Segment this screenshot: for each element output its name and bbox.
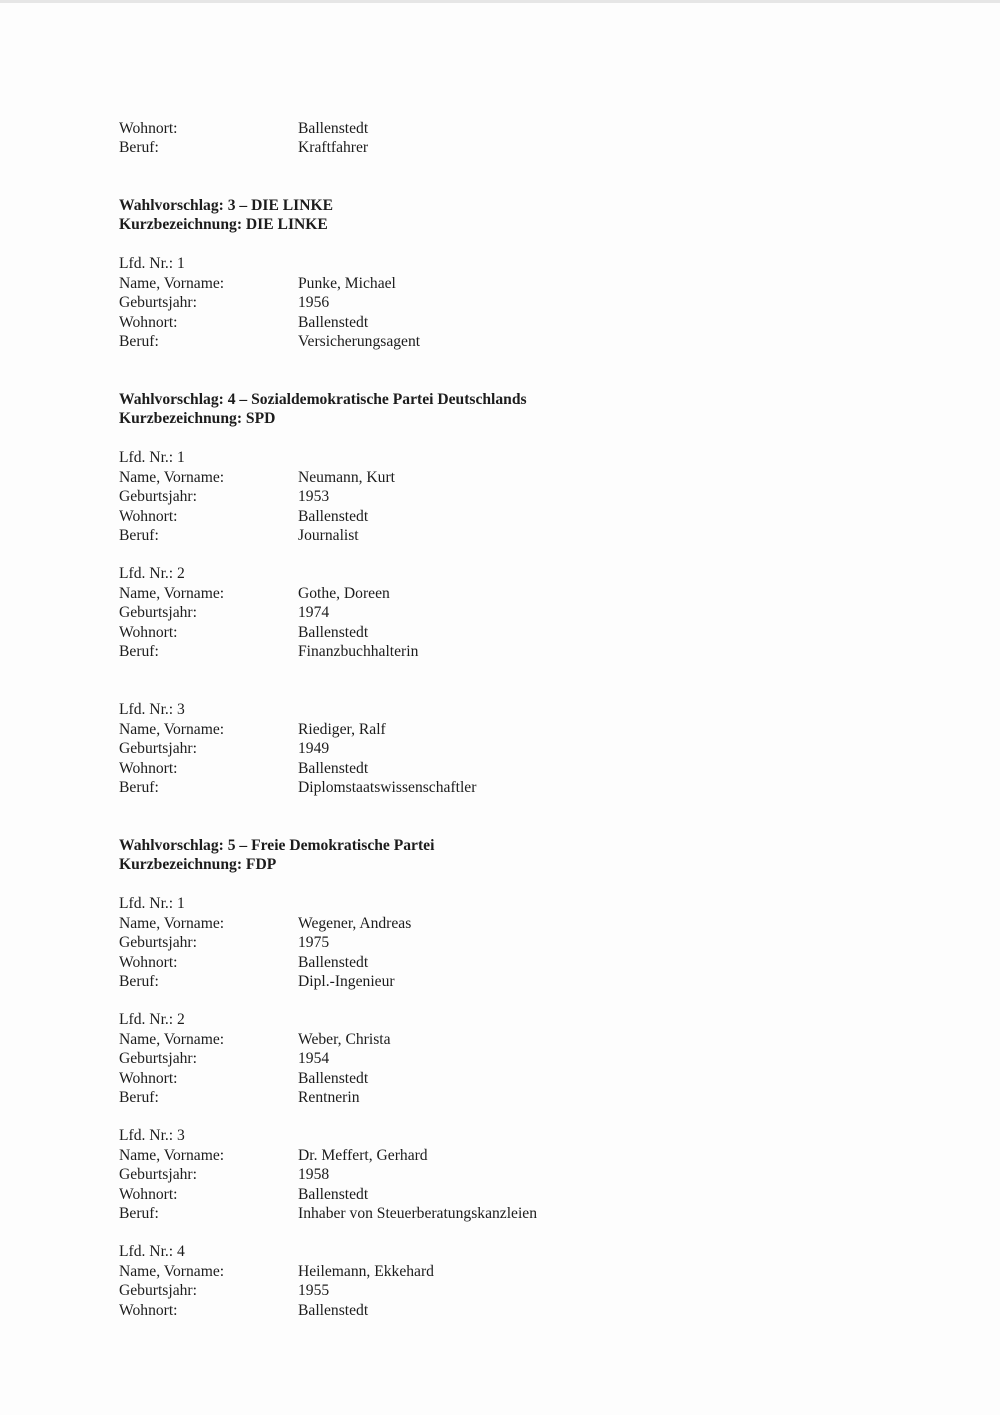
proposal-short-name [119,409,275,428]
value-birth: 1975 [298,934,330,951]
label-residence: Wohnort: [119,1302,178,1319]
label-lfd: Lfd. Nr.: [119,895,178,912]
label-residence: Wohnort: [119,760,178,777]
value-job: Versicherungsagent [298,333,421,350]
value-residence: Ballenstedt [298,760,369,777]
value-job: Inhaber von Steuerberatungskanzleien [298,1205,538,1222]
value-name: Riediger, Ralf [298,721,386,738]
label-job: Beruf: [119,1205,159,1222]
label-residence: Wohnort: [119,120,178,137]
value-birth: 1974 [298,604,330,621]
label-birth: Geburtsjahr: [119,604,197,621]
label-job: Beruf: [119,333,159,350]
label-birth: Geburtsjahr: [119,1050,197,1067]
value-job: Dipl.-Ingenieur [298,973,395,990]
label-job: Beruf: [119,643,159,660]
value-birth: 1953 [298,488,330,505]
candidate-number [119,1242,185,1261]
value-name: Heilemann, Ekkehard [298,1263,434,1280]
value-birth: 1949 [298,740,330,757]
value-name: Gothe, Doreen [298,585,390,602]
candidate-number [119,1126,185,1145]
value-birth: 1954 [298,1050,330,1067]
candidate-number [119,254,185,273]
label-lfd: Lfd. Nr.: [119,1127,178,1144]
label-job: Beruf: [119,527,159,544]
label-lfd: Lfd. Nr.: [119,1011,178,1028]
value-job: Kraftfahrer [298,139,369,156]
value-residence: Ballenstedt [298,120,369,137]
short-value: DIE LINKE [245,216,328,233]
label-name: Name, Vorname: [119,1031,225,1048]
candidate-number [119,894,185,913]
label-name: Name, Vorname: [119,585,225,602]
short-label: Kurzbezeichnung: [119,216,246,233]
value-residence: Ballenstedt [298,624,369,641]
label-lfd: Lfd. Nr.: [119,449,178,466]
value-lfd: 3 [177,701,185,718]
candidate-number [119,448,185,467]
value-name: Dr. Meffert, Gerhard [298,1147,428,1164]
label-residence: Wohnort: [119,314,178,331]
proposal-short-name [119,855,276,874]
label-name: Name, Vorname: [119,1147,225,1164]
label-name: Name, Vorname: [119,469,225,486]
value-lfd: 2 [177,565,185,582]
proposal-label: Wahlvorschlag: [119,197,228,214]
label-job: Beruf: [119,1089,159,1106]
value-lfd: 4 [177,1243,185,1260]
label-birth: Geburtsjahr: [119,294,197,311]
value-birth: 1958 [298,1166,330,1183]
value-job: Diplomstaatswissenschaftler [298,779,477,796]
value-birth: 1956 [298,294,330,311]
value-lfd: 2 [177,1011,185,1028]
value-birth: 1955 [298,1282,330,1299]
label-birth: Geburtsjahr: [119,1166,197,1183]
scan-top-edge [0,0,1000,3]
value-job: Journalist [298,527,359,544]
label-birth: Geburtsjahr: [119,740,197,757]
value-name: Punke, Michael [298,275,396,292]
label-job: Beruf: [119,779,159,796]
proposal-label: Wahlvorschlag: [119,837,228,854]
value-name: Weber, Christa [298,1031,391,1048]
value-job: Finanzbuchhalterin [298,643,419,660]
value-residence: Ballenstedt [298,1186,369,1203]
proposal-heading [119,836,434,855]
value-lfd: 1 [177,895,185,912]
label-lfd: Lfd. Nr.: [119,565,178,582]
value-residence: Ballenstedt [298,1302,369,1319]
label-name: Name, Vorname: [119,915,225,932]
label-residence: Wohnort: [119,1070,178,1087]
proposal-short-name [119,215,328,234]
value-residence: Ballenstedt [298,508,369,525]
short-label: Kurzbezeichnung: [119,410,246,427]
label-residence: Wohnort: [119,954,178,971]
candidate-number [119,564,185,583]
label-name: Name, Vorname: [119,721,225,738]
value-residence: Ballenstedt [298,1070,369,1087]
value-lfd: 1 [177,449,185,466]
label-residence: Wohnort: [119,624,178,641]
label-residence: Wohnort: [119,508,178,525]
value-name: Wegener, Andreas [298,915,412,932]
label-lfd: Lfd. Nr.: [119,1243,178,1260]
proposal-heading [119,196,333,215]
proposal-title: 3 – DIE LINKE [227,197,334,214]
label-residence: Wohnort: [119,1186,178,1203]
proposal-title: 5 – Freie Demokratische Partei [227,837,435,854]
short-label: Kurzbezeichnung: [119,856,246,873]
candidate-number [119,1010,185,1029]
proposal-title: 4 – Sozialdemokratische Partei Deutschlands [227,391,527,408]
short-value: FDP [245,856,277,873]
candidate-number [119,700,185,719]
proposal-heading [119,390,527,409]
label-name: Name, Vorname: [119,1263,225,1280]
value-job: Rentnerin [298,1089,360,1106]
label-birth: Geburtsjahr: [119,934,197,951]
value-lfd: 3 [177,1127,185,1144]
short-value: SPD [245,410,276,427]
proposal-label: Wahlvorschlag: [119,391,228,408]
label-lfd: Lfd. Nr.: [119,255,178,272]
value-residence: Ballenstedt [298,954,369,971]
label-birth: Geburtsjahr: [119,1282,197,1299]
label-job: Beruf: [119,139,159,156]
label-job: Beruf: [119,973,159,990]
label-name: Name, Vorname: [119,275,225,292]
value-residence: Ballenstedt [298,314,369,331]
label-birth: Geburtsjahr: [119,488,197,505]
value-name: Neumann, Kurt [298,469,396,486]
value-lfd: 1 [177,255,185,272]
label-lfd: Lfd. Nr.: [119,701,178,718]
